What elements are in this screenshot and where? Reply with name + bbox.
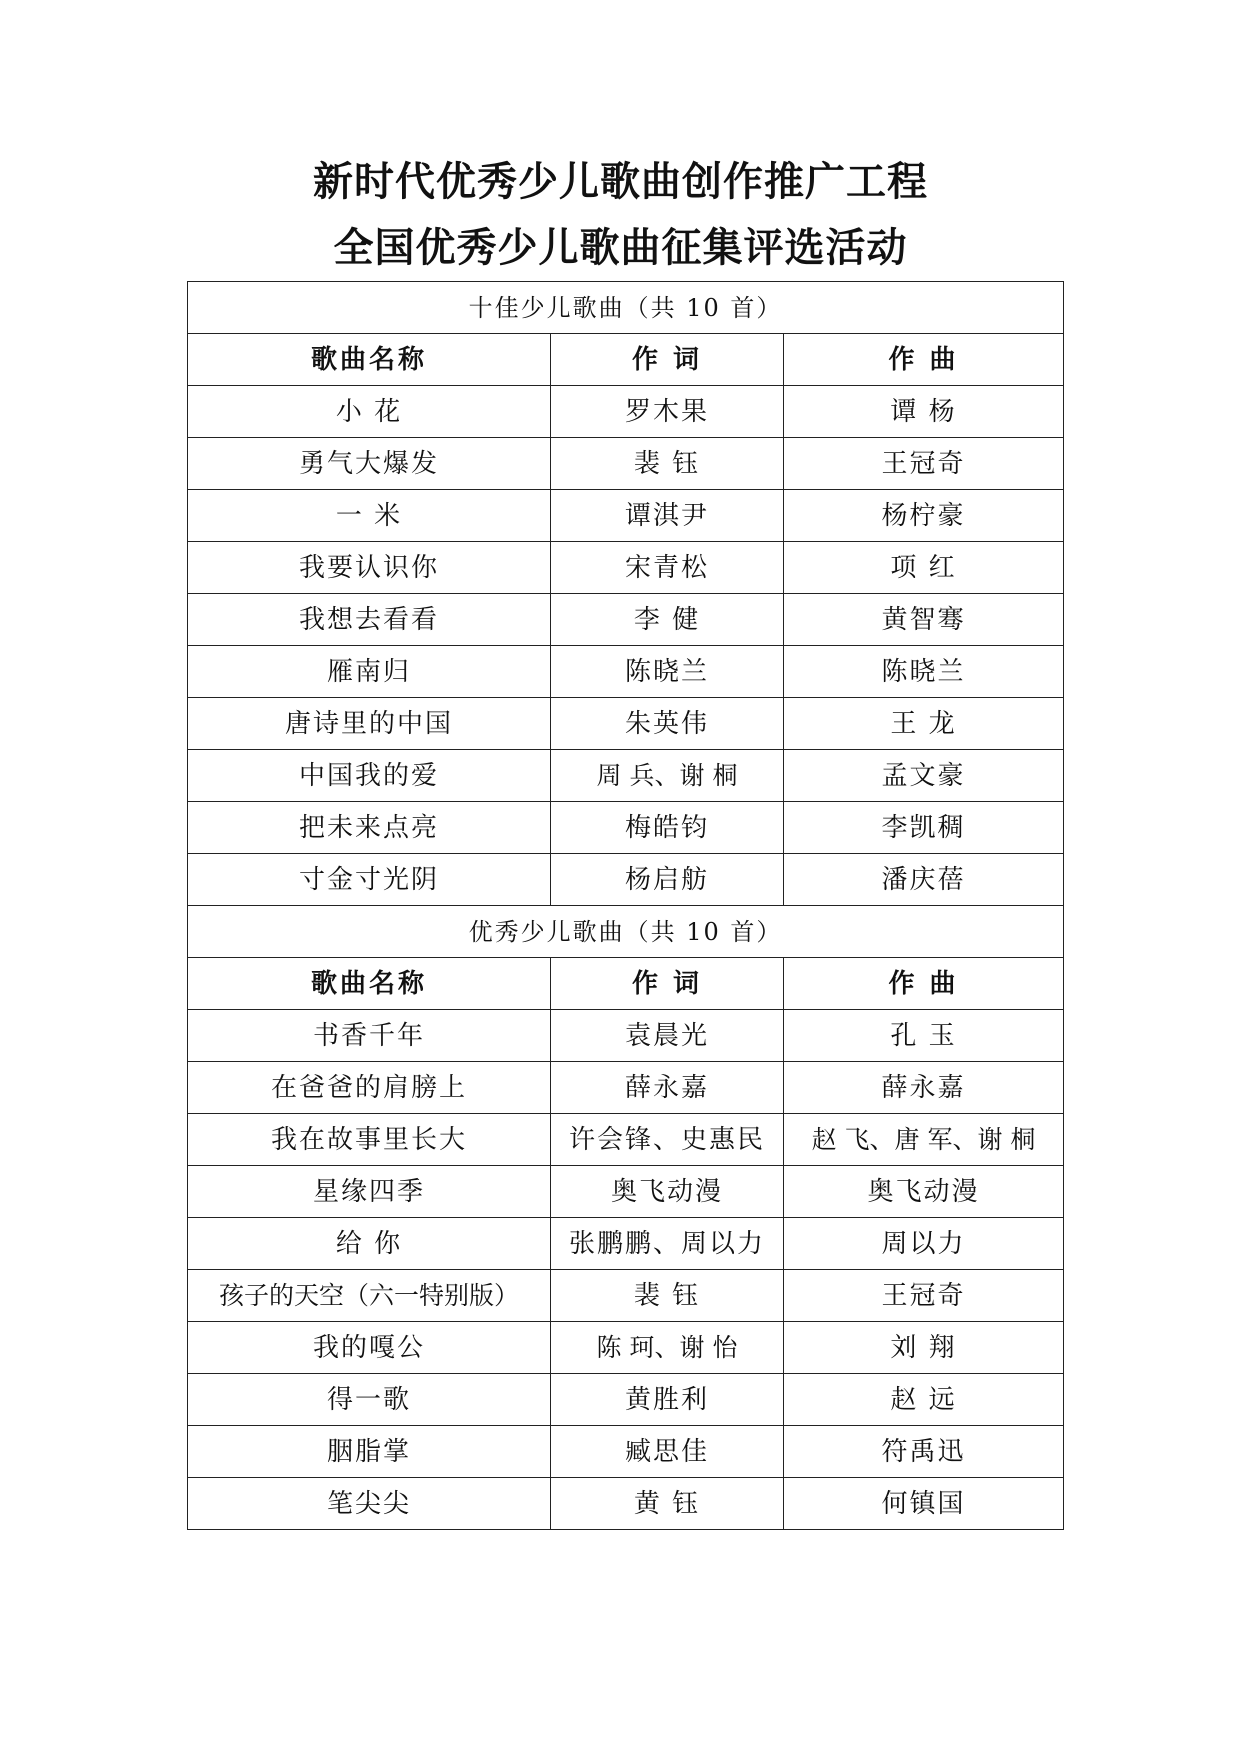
cell-composer: 孟文豪 — [784, 750, 1064, 802]
cell-composer: 王冠奇 — [784, 438, 1064, 490]
cell-song-name: 我想去看看 — [188, 594, 551, 646]
cell-composer: 谭 杨 — [784, 386, 1064, 438]
cell-composer: 杨柠豪 — [784, 490, 1064, 542]
cell-composer: 刘 翔 — [784, 1322, 1064, 1374]
cell-composer: 符禹迅 — [784, 1426, 1064, 1478]
cell-composer: 何镇国 — [784, 1478, 1064, 1530]
cell-lyricist: 许会锋、史惠民 — [551, 1114, 784, 1166]
cell-lyricist: 朱英伟 — [551, 698, 784, 750]
document-title-line-2: 全国优秀少儿歌曲征集评选活动 — [333, 225, 908, 271]
table-row — [188, 750, 1064, 802]
column-header-row — [188, 958, 1064, 1010]
cell-lyricist: 李 健 — [551, 594, 784, 646]
cell-song-name: 胭脂掌 — [188, 1426, 551, 1478]
cell-lyricist: 臧思佳 — [551, 1426, 784, 1478]
cell-lyricist: 奥飞动漫 — [551, 1166, 784, 1218]
cell-composer: 黄智骞 — [784, 594, 1064, 646]
section-heading-row — [188, 906, 1064, 958]
cell-lyricist: 袁晨光 — [551, 1010, 784, 1062]
cell-composer: 王冠奇 — [784, 1270, 1064, 1322]
table-row — [188, 386, 1064, 438]
table-row — [188, 1426, 1064, 1478]
table-row — [188, 854, 1064, 906]
results-table — [187, 281, 1064, 1530]
section-heading-row — [188, 282, 1064, 334]
table-row — [188, 1478, 1064, 1530]
column-header-lyricist: 作 词 — [551, 334, 784, 386]
cell-lyricist: 张鹏鹏、周以力 — [551, 1218, 784, 1270]
document-title-line-1: 新时代优秀少儿歌曲创作推广工程 — [313, 159, 928, 205]
cell-composer: 潘庆蓓 — [784, 854, 1064, 906]
cell-composer: 赵 远 — [784, 1374, 1064, 1426]
cell-lyricist: 梅皓钧 — [551, 802, 784, 854]
cell-song-name: 雁南归 — [188, 646, 551, 698]
column-header-song-name: 歌曲名称 — [188, 334, 551, 386]
table-row — [188, 438, 1064, 490]
cell-lyricist: 黄胜利 — [551, 1374, 784, 1426]
cell-lyricist: 裴 钰 — [551, 1270, 784, 1322]
cell-lyricist: 谭淇尹 — [551, 490, 784, 542]
table-row — [188, 1322, 1064, 1374]
cell-lyricist: 宋青松 — [551, 542, 784, 594]
section-heading: 十佳少儿歌曲（共 10 首） — [188, 282, 1064, 334]
cell-song-name: 把未来点亮 — [188, 802, 551, 854]
table-row — [188, 1114, 1064, 1166]
cell-song-name: 书香千年 — [188, 1010, 551, 1062]
cell-song-name: 给 你 — [188, 1218, 551, 1270]
cell-lyricist: 周 兵、谢 桐 — [551, 750, 784, 802]
cell-song-name: 在爸爸的肩膀上 — [188, 1062, 551, 1114]
cell-lyricist: 罗木果 — [551, 386, 784, 438]
cell-song-name: 笔尖尖 — [188, 1478, 551, 1530]
cell-composer: 薛永嘉 — [784, 1062, 1064, 1114]
cell-song-name: 勇气大爆发 — [188, 438, 551, 490]
cell-song-name: 星缘四季 — [188, 1166, 551, 1218]
column-header-composer: 作 曲 — [784, 334, 1064, 386]
cell-lyricist: 裴 钰 — [551, 438, 784, 490]
results-table-body — [188, 282, 1064, 1530]
cell-composer: 项 红 — [784, 542, 1064, 594]
cell-song-name: 孩子的天空（六一特别版） — [188, 1270, 551, 1322]
table-row — [188, 1010, 1064, 1062]
column-header-song-name: 歌曲名称 — [188, 958, 551, 1010]
section-heading: 优秀少儿歌曲（共 10 首） — [188, 906, 1064, 958]
table-row — [188, 542, 1064, 594]
column-header-lyricist: 作 词 — [551, 958, 784, 1010]
cell-song-name: 唐诗里的中国 — [188, 698, 551, 750]
table-row — [188, 1270, 1064, 1322]
cell-song-name: 我要认识你 — [188, 542, 551, 594]
cell-lyricist: 黄 钰 — [551, 1478, 784, 1530]
table-row — [188, 1166, 1064, 1218]
table-row — [188, 1062, 1064, 1114]
cell-composer: 陈晓兰 — [784, 646, 1064, 698]
table-row — [188, 646, 1064, 698]
cell-composer: 李凯稠 — [784, 802, 1064, 854]
table-row — [188, 594, 1064, 646]
column-header-composer: 作 曲 — [784, 958, 1064, 1010]
cell-composer: 王 龙 — [784, 698, 1064, 750]
table-row — [188, 802, 1064, 854]
cell-composer: 周以力 — [784, 1218, 1064, 1270]
cell-lyricist: 陈晓兰 — [551, 646, 784, 698]
table-row — [188, 490, 1064, 542]
cell-song-name: 一 米 — [188, 490, 551, 542]
cell-lyricist: 杨启舫 — [551, 854, 784, 906]
cell-composer: 赵 飞、唐 军、谢 桐 — [784, 1114, 1064, 1166]
cell-song-name: 中国我的爱 — [188, 750, 551, 802]
cell-song-name: 得一歌 — [188, 1374, 551, 1426]
cell-song-name: 寸金寸光阴 — [188, 854, 551, 906]
table-row — [188, 1374, 1064, 1426]
cell-song-name: 小 花 — [188, 386, 551, 438]
cell-composer: 孔 玉 — [784, 1010, 1064, 1062]
cell-song-name: 我的嘎公 — [188, 1322, 551, 1374]
column-header-row — [188, 334, 1064, 386]
cell-composer: 奥飞动漫 — [784, 1166, 1064, 1218]
cell-song-name: 我在故事里长大 — [188, 1114, 551, 1166]
cell-lyricist: 陈 珂、谢 怡 — [551, 1322, 784, 1374]
table-row — [188, 698, 1064, 750]
table-row — [188, 1218, 1064, 1270]
cell-lyricist: 薛永嘉 — [551, 1062, 784, 1114]
